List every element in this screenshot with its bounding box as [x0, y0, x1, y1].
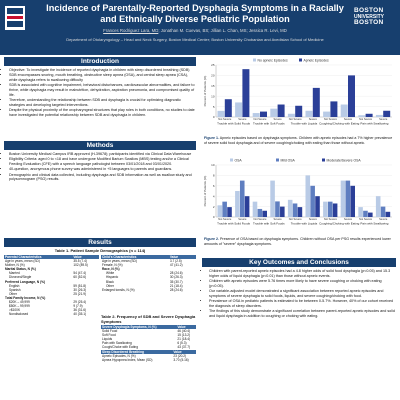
- x-tick-label: Not Severe: [253, 218, 267, 222]
- table-header-cell: Child's Characteristics: [102, 255, 137, 259]
- methods-text: [4, 152, 196, 183]
- row-label: Age in years, mean (SD): [5, 259, 40, 264]
- x-tick-label: Severe: [273, 118, 282, 122]
- poster-title: Incidence of Parentally-Reported Dysphagia Symptoms in a Racially and Ethnically Diverse Pediatric Population: [46, 3, 344, 24]
- bar: [306, 111, 313, 117]
- key-outcomes-heading: Key Outcomes and Conclusions: [202, 258, 396, 267]
- bar: [306, 175, 311, 217]
- y-tick-label: 0: [212, 115, 215, 120]
- bar: [363, 211, 368, 217]
- bar: [240, 181, 245, 217]
- intro-bullet: • Objective: To investigate the incidence of reported dysphagia in children with sleep disordered breathing (SDB): [9, 68, 196, 73]
- row-value: 54 (47.4): [73, 271, 87, 276]
- y-tick-label: 15: [211, 84, 215, 88]
- bar: [242, 69, 249, 117]
- row-value: 30 (26.3): [169, 275, 183, 280]
- bar: [218, 205, 223, 217]
- bar: [330, 101, 337, 117]
- bar: [245, 196, 250, 217]
- row-value: 47 (41.2): [169, 263, 183, 268]
- table-header-cell: Value: [177, 325, 186, 329]
- outcome-bullet: • Children with parent-reported apneic episodes had a 4.8 higher odds of solid food dysphagia (p<0.05) and 15.3 higher odds of liquid dysphagia (p<0.01) than those without apneic events.: [209, 269, 396, 278]
- category-label: Trouble with Solid Foods: [217, 221, 251, 226]
- table-header-cell: Value: [169, 255, 179, 259]
- y-axis-label: Percent of Patients (%): [203, 175, 207, 207]
- bar: [358, 207, 363, 217]
- row-value: 25 (21.9): [73, 291, 87, 296]
- bar: [333, 203, 338, 217]
- row-label: Liquids: [102, 337, 113, 342]
- row-value: 21 (18.4): [169, 283, 183, 288]
- bar: [341, 105, 348, 117]
- row-label: Pain with Swallowing: [102, 341, 132, 346]
- row-label: Cough/Choke with Eating: [102, 345, 138, 350]
- bar: [315, 196, 320, 217]
- category-label: Trouble with Liquids: [290, 121, 318, 126]
- child-characteristics-table: [101, 255, 196, 292]
- y-tick-label: 10: [211, 163, 215, 168]
- table-header-cell: Parental Characteristics: [5, 255, 42, 259]
- figure1-caption-text: Apneic episodes based on dysphagia symptoms. Children with apneic episodes had a 7% higher prevalence of severe solid food dysphagia and of severe coughing/choking with eating than those without apneic.: [204, 136, 393, 145]
- bar: [235, 191, 240, 217]
- table1-title: Table 1. Patient Sample Demographics (n = 114): [54, 248, 146, 253]
- bar: [323, 112, 330, 117]
- table-row: [101, 288, 196, 292]
- row-value: 59 (51.8): [73, 283, 87, 288]
- table1: [4, 248, 196, 254]
- bar: [270, 181, 275, 217]
- row-value: 46 (40.4): [177, 329, 191, 334]
- bar: [262, 211, 267, 217]
- row-label: Soft Food: [102, 333, 116, 338]
- introduction-heading: Introduction: [4, 57, 196, 66]
- row-label: Mother, N (%): [5, 263, 25, 268]
- table-header-cell: Value: [73, 255, 82, 259]
- row-label: Solid Food: [102, 329, 118, 334]
- bar: [260, 112, 267, 117]
- row-value: 35 (30.7): [169, 279, 183, 284]
- bar: [346, 181, 351, 217]
- row-label: Spanish: [9, 287, 21, 292]
- y-tick-label: 2: [212, 204, 215, 209]
- x-tick-label: Not Severe: [288, 218, 302, 222]
- table1-parent: [4, 255, 99, 316]
- figure2-caption: [204, 237, 396, 246]
- bar: [358, 115, 365, 117]
- bar: [383, 111, 390, 117]
- table2: [101, 314, 196, 362]
- row-value: 21 (18.4): [177, 337, 191, 342]
- methods-bullet: • 40-question, anonymous phone survey was administered in +5 languages to parents and guardians.: [9, 167, 196, 172]
- bar: [270, 109, 277, 117]
- x-tick-label: Not Severe: [218, 218, 232, 222]
- row-value: 6 (5.3): [177, 341, 187, 346]
- y-tick-label: 6: [212, 184, 215, 188]
- legend-label: No apneic Episodes: [257, 58, 288, 63]
- row-label: Race, N (%): [102, 267, 120, 272]
- row-label: Black: [106, 279, 114, 284]
- parent-characteristics-table: [4, 255, 99, 316]
- intro-bullet: • SDB is associated with cognitive impairment, behavioral disturbances, cardiovascular abnormalities, and failure to thrive, while dysphagia may result in malnutrition, dehydration, aspiration pneumonia, and compromised quality of life.: [9, 83, 196, 97]
- table-header-cell: Value: [173, 349, 182, 354]
- x-tick-label: Severe: [308, 218, 317, 222]
- row-label: English: [9, 283, 20, 288]
- bar: [348, 75, 355, 117]
- x-tick-label: Not Severe: [359, 118, 373, 122]
- x-tick-label: Severe: [238, 218, 247, 222]
- author-list: [40, 28, 350, 34]
- row-value: 3.7 (2.5): [169, 259, 182, 264]
- affiliation: Department of Otolaryngology – Head and Neck Surgery, Boston Medical Center; Boston University Chobanian and Avedisian School of Medicine: [66, 37, 324, 42]
- row-value: 60 (52.6): [73, 275, 87, 280]
- outcome-bullet: • Children with apneic episodes were 5.76 times more likely to have severe coughing or choking with eating (p<0.05).: [209, 279, 396, 288]
- x-tick-label: Severe: [343, 218, 353, 222]
- category-label: Pain with Swallowing: [360, 121, 389, 126]
- intro-bullet: • Therefore, understanding the relationship between SDB and dysphagia is crucial for optimizing diagnostic strategies and developing targeted interventions.: [9, 98, 196, 107]
- figure2-caption-label: Figure 2.: [204, 237, 219, 241]
- x-tick-label: Severe: [238, 118, 247, 122]
- row-value: 3.70 (5.16): [173, 357, 189, 362]
- x-tick-label: Not Severe: [323, 218, 337, 222]
- category-label: Coughing/Choking with Eating: [319, 121, 360, 126]
- intro-bullet: • Despite the physical proximity of the oropharyngeal structures that play roles in both conditions, no studies to date have investigated the potential relationship between SDB and dysphagia in children.: [9, 108, 196, 117]
- bu-logo: BOSTON UNIVERSITY BOSTON: [354, 7, 385, 26]
- x-tick-label: Severe: [343, 118, 353, 122]
- row-value: 40 (35.1): [73, 312, 87, 317]
- table2-title: Table 2. Frequency of SDB and Severe Dysphagia Symptoms: [101, 314, 196, 324]
- row-label: Married: [9, 271, 20, 276]
- category-label: Trouble with Soft Foods: [253, 221, 285, 226]
- category-label: Trouble with Liquids: [290, 221, 318, 226]
- x-tick-label: Not Severe: [288, 118, 302, 122]
- first-author: Frances Rodriguez Lara, MD: [103, 28, 159, 33]
- y-tick-label: 0: [212, 215, 215, 220]
- bar: [222, 202, 227, 217]
- x-tick-label: Severe: [273, 218, 282, 222]
- legend-label: Apneic Episodes: [303, 58, 329, 63]
- row-value: 9 (7.9): [73, 304, 83, 309]
- row-label: Other: [9, 291, 17, 296]
- bar: [366, 114, 373, 117]
- row-label: Total Family Income, N (%): [5, 295, 46, 300]
- category-label: Pain with Swallowing: [360, 221, 389, 226]
- y-tick-label: 20: [211, 73, 215, 78]
- bar: [323, 202, 328, 217]
- bar: [368, 213, 373, 217]
- methods-bullet: • Boston University Medical Campus IRB approved (H-39678); participants identified via Clinical Data Warehouse: [9, 152, 196, 157]
- row-label: Apneic Episodes, N (%): [102, 353, 136, 358]
- bar: [341, 181, 346, 217]
- bar: [328, 202, 333, 217]
- legend-label: Mild OSA: [280, 158, 295, 163]
- outcome-bullet: • Our variable-adjusted model demonstrated a significant association between reported apneic episodes and symptoms of severe dysphagia to solid foods, liquids, and severe coughing/choking with food.: [209, 289, 396, 298]
- bar: [295, 106, 302, 117]
- row-value: 28 (24.6): [169, 271, 183, 276]
- bar: [225, 99, 232, 117]
- bar: [275, 201, 280, 217]
- introduction-text: [4, 68, 196, 118]
- bar: [288, 200, 293, 217]
- methods-bullet: • Demographic and clinical data collected, including dysphagia and SDB information as well as swallow study and polysomnogram (PSG) results.: [9, 173, 196, 182]
- row-value: 36 (31.6): [73, 308, 87, 313]
- y-tick-label: 5: [212, 104, 215, 109]
- figure1-caption-label: Figure 1.: [204, 136, 219, 140]
- title-banner: [0, 0, 400, 55]
- dysphagia-frequency-table: [101, 325, 196, 350]
- results-heading: Results: [4, 238, 196, 247]
- bar: [288, 114, 295, 117]
- figure2-caption-text: Presence of OSA based on dysphagia symptoms. Children without OSA per PSG results experienced lower amounts of "severe" dysphagia symptoms.: [204, 237, 391, 246]
- bar: [253, 202, 258, 217]
- key-outcomes-text: [204, 269, 396, 319]
- y-tick-label: 8: [212, 173, 215, 178]
- legend-swatch: [276, 159, 279, 162]
- table1-child: [101, 255, 196, 292]
- row-label: >$100K: [9, 308, 21, 313]
- category-label: Trouble with Soft Foods: [253, 121, 285, 126]
- row-value: 30 (26.3): [73, 287, 87, 292]
- row-value: 29 (25.4): [73, 300, 87, 305]
- bar: [218, 111, 225, 117]
- bar: [293, 203, 298, 217]
- x-tick-label: Not Severe: [359, 218, 373, 222]
- row-label: White: [106, 271, 115, 276]
- row-label: Nondisclosed: [9, 312, 29, 317]
- row-label: Divorced/Single: [9, 275, 32, 280]
- y-axis-label: Percent of Patients (%): [203, 75, 207, 107]
- bar: [350, 186, 355, 217]
- table-header-cell: Severe Dysphagia Symptoms, N (%): [102, 325, 157, 329]
- bar: [298, 207, 303, 217]
- bar: [227, 207, 232, 217]
- legend-swatch: [253, 59, 256, 62]
- sdb-table: [101, 350, 196, 362]
- row-label: Hispanic: [106, 275, 119, 280]
- row-label: $50K – 99,999: [9, 304, 30, 309]
- bar: [376, 115, 383, 117]
- row-value: 23 (20.2): [173, 353, 187, 358]
- outcome-bullet: • Prevalence of OSA in pediatric patients is estimated to be between 0-5.7%. However, 40% of our cohort received the diagnosis of sleep disorders.: [209, 299, 396, 308]
- bar: [376, 196, 381, 217]
- row-label: Other: [106, 283, 114, 288]
- legend-swatch: [299, 59, 302, 62]
- category-label: Coughing/Choking with Eating: [319, 221, 360, 226]
- x-tick-label: Severe: [379, 118, 388, 122]
- row-label: Female, N (%): [102, 263, 123, 268]
- figure1-caption: [204, 136, 396, 145]
- x-tick-label: Not Severe: [218, 118, 232, 122]
- x-tick-label: Severe: [308, 118, 317, 122]
- row-label: Marital Status, N (%): [5, 267, 36, 272]
- figure2-chart: [202, 157, 396, 235]
- row-label: Age in years, mean (SD): [102, 259, 137, 264]
- row-value: 35.5 (7.4): [73, 259, 87, 264]
- legend-swatch: [322, 159, 325, 162]
- outcome-bullet: • The findings of this study demonstrate a significant correlation between parent-reported apneic episodes and solid and liquid dysphagia in addition to coughing or choking with eating.: [209, 309, 396, 318]
- bmc-logo-icon: [3, 4, 27, 34]
- row-label: Preferred Language, N (%): [5, 279, 46, 284]
- bar: [280, 207, 285, 217]
- coauthors: ; Jonathan M. Cuevas, BS; Jillian L. Chan, MS; Jessica R. Levi, MD: [158, 28, 287, 33]
- category-label: Trouble with Solid Foods: [217, 121, 251, 126]
- row-value: 15 (13.2): [177, 333, 191, 338]
- legend-swatch: [230, 159, 233, 162]
- y-tick-label: 25: [211, 63, 215, 68]
- row-label: $20K – 49,999: [9, 300, 30, 305]
- bar: [235, 102, 242, 117]
- bar: [258, 209, 263, 217]
- x-tick-label: Not Severe: [253, 118, 267, 122]
- table-header-cell: Sleep Disordered Breathing: [102, 349, 144, 354]
- row-value: 43 (37.7): [177, 345, 191, 350]
- methods-heading: Methods: [4, 141, 196, 150]
- row-value: 28 (24.6): [169, 287, 183, 292]
- x-tick-label: Severe: [379, 218, 388, 222]
- legend-label: Moderate/Severe OSA: [326, 158, 361, 163]
- bar: [381, 207, 386, 217]
- row-label: Apnea Hypopnea Index, Mean (SD): [102, 357, 153, 362]
- bar: [278, 105, 285, 117]
- methods-bullet: • Eligibility Criteria: aged 0 to <18 and have undergone Modified Barium Swallow (MBS) testing and/or a Clinical Feeding Evaluation (CFE) with a speech language pathologist between 03/01/2018 and 03/01/2020.: [9, 157, 196, 166]
- bar: [313, 88, 320, 117]
- y-tick-label: 10: [211, 94, 215, 99]
- y-tick-label: 4: [212, 194, 215, 199]
- x-tick-label: Not Severe: [323, 118, 337, 122]
- table-row: [4, 312, 99, 316]
- row-label: Enlarged tonsils, N (%): [102, 287, 135, 292]
- table-row: [101, 358, 196, 362]
- legend-label: OSA: [234, 158, 242, 163]
- figure1-chart: [202, 57, 396, 135]
- intro-bullet: • SDB encompasses snoring, mouth breathing, obstructive sleep apnea (OSA), and central sleep apnea (CSA), while dysphagia refers to swallowing difficulty: [9, 73, 196, 82]
- bar: [310, 186, 315, 217]
- bar: [253, 113, 260, 117]
- bar: [386, 212, 391, 217]
- row-value: 102 (89.5): [73, 263, 88, 268]
